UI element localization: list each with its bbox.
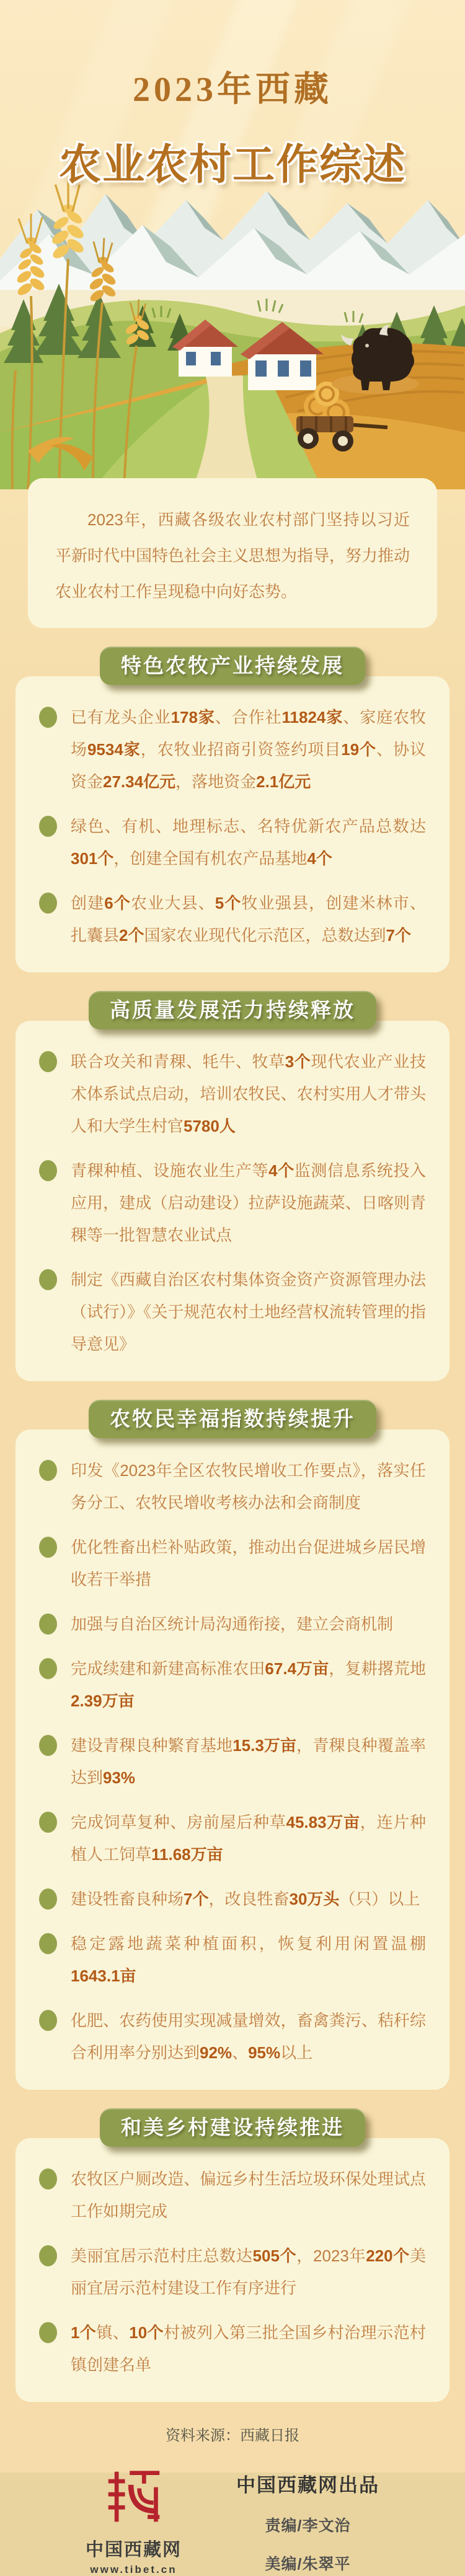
bullet-item: [39, 2240, 426, 2304]
section-title-pill: 特色农牧产业持续发展: [100, 647, 365, 685]
sections-container: [0, 647, 465, 2402]
section-header-row: [0, 647, 465, 676]
tibet-logo-icon: [104, 2467, 163, 2526]
bullet-text: 联合攻关和青稞、牦牛、牧草3个现代农业产业技术体系试点启动，培训农牧民、农村实用人才带头人和大学生村官5780人: [71, 1052, 426, 1135]
section-title-pill: 农牧民幸福指数持续提升: [89, 1400, 376, 1438]
bullet-text: 完成饲草复种、房前屋后种草45.83万亩，连片种植人工饲草11.68万亩: [71, 1813, 426, 1864]
section-title-pill: 和美乡村建设持续推进: [100, 2108, 365, 2147]
bullet-dot-icon: [39, 1460, 57, 1481]
tibet-logo-url: www.tibet.cn: [90, 2564, 177, 2575]
bullet-item: [39, 1653, 426, 1717]
bullet-dot-icon: [39, 1888, 57, 1910]
bullet-item: [39, 1883, 426, 1915]
bullet-item: [39, 701, 426, 798]
bullet-dot-icon: [39, 893, 57, 914]
bullet-text: 稳定露地蔬菜种植面积，恢复利用闲置温棚1643.1亩: [71, 1934, 426, 1985]
bullet-dot-icon: [39, 2245, 57, 2266]
section-1: [0, 991, 465, 1381]
bullet-dot-icon: [39, 707, 57, 728]
bullet-text: 青稞种植、设施农业生产等4个监测信息系统投入应用，建成（启动建设）拉萨设施蔬菜、日喀则青稞等一批智慧农业试点: [71, 1161, 426, 1244]
source-line: 资料来源：西藏日报: [166, 2427, 299, 2444]
bullet-item: [39, 1454, 426, 1519]
bullet-text: 优化牲畜出栏补贴政策，推动出台促进城乡居民增收若干举措: [71, 1538, 426, 1589]
section-header-row: [0, 1400, 465, 1430]
bullet-dot-icon: [39, 1537, 57, 1558]
bullet-dot-icon: [39, 2322, 57, 2343]
bullet-text: 1个镇、10个村被列入第三批全国乡村治理示范村镇创建名单: [71, 2323, 426, 2374]
bullet-dot-icon: [39, 816, 57, 837]
bullet-dot-icon: [39, 1269, 57, 1290]
bullet-dot-icon: [39, 2010, 57, 2031]
bullet-item: [39, 1928, 426, 1992]
tibet-logo-block: [86, 2467, 182, 2576]
section-card: [16, 2138, 450, 2402]
bullet-item: [39, 2316, 426, 2381]
tibet-logo-name: 中国西藏网: [85, 2540, 182, 2560]
bullet-item: [39, 810, 426, 875]
section-3: [0, 2108, 465, 2402]
editor-credit: 责编/李文治: [265, 2517, 351, 2535]
credits-block: [236, 2469, 379, 2574]
intro-card: [28, 478, 437, 628]
section-card: [16, 1021, 450, 1381]
bullet-text: 已有龙头企业178家、合作社11824家、家庭农牧场9534家，农牧业招商引资签约项目19个、协议资金27.34亿元，落地资金2.1亿元: [71, 708, 426, 791]
designer-credit: 美编/朱翠平: [265, 2555, 351, 2573]
produced-by: 中国西藏网出品: [236, 2474, 379, 2496]
bullet-dot-icon: [39, 1613, 57, 1635]
section-card: [16, 676, 450, 972]
bullet-text: 建设牲畜良种场7个，改良牲畜30万头（只）以上: [71, 1890, 420, 1908]
bullet-item: [39, 1806, 426, 1871]
bullet-dot-icon: [39, 1812, 57, 1833]
header-illustration: [0, 166, 465, 489]
bullet-item: [39, 1531, 426, 1596]
section-title-pill: 高质量发展活力持续释放: [89, 991, 376, 1029]
bullet-dot-icon: [39, 2168, 57, 2190]
section-2: [0, 1400, 465, 2090]
bullet-text: 加强与自治区统计局沟通衔接，建立会商机制: [71, 1615, 394, 1633]
bullet-text: 美丽宜居示范村庄总数达505个，2023年220个美丽宜居示范村建设工作有序进行: [71, 2246, 426, 2297]
bullet-item: [39, 1608, 426, 1640]
bullet-text: 化肥、农药使用实现减量增效，畜禽粪污、秸秆综合利用率分别达到92%、95%以上: [71, 2011, 426, 2062]
bullet-dot-icon: [39, 1658, 57, 1679]
bullet-text: 创建6个农业大县、5个牧业强县，创建米林市、扎囊县2个国家农业现代化示范区，总数达到7个: [71, 894, 426, 945]
bullet-item: [39, 1264, 426, 1360]
section-card: [16, 1430, 450, 2090]
intro-paragraph: 2023年，西藏各级农业农村部门坚持以习近平新时代中国特色社会主义思想为指导，努力推动农业农村工作呈现稳中向好态势。: [55, 510, 410, 601]
bullet-text: 绿色、有机、地理标志、名特优新农产品总数达301个，创建全国有机农产品基地4个: [71, 817, 426, 868]
section-header-row: [0, 991, 465, 1021]
bullet-item: [39, 1046, 426, 1142]
poster-title-line1: 2023年西藏: [133, 71, 332, 109]
header: [0, 0, 465, 489]
bullet-item: [39, 2004, 426, 2069]
bullet-dot-icon: [39, 1933, 57, 1954]
bullet-item: [39, 1155, 426, 1251]
poster-title-line2: 农业农村工作综述: [58, 141, 406, 188]
bullet-dot-icon: [39, 1735, 57, 1756]
section-0: [0, 647, 465, 972]
bullet-text: 完成续建和新建高标准农田67.4万亩，复耕撂荒地2.39万亩: [71, 1659, 426, 1710]
bullet-text: 建设青稞良种繁育基地15.3万亩，青稞良种覆盖率达到93%: [71, 1736, 426, 1787]
section-header-row: [0, 2108, 465, 2138]
footer: [0, 2467, 465, 2576]
bullet-dot-icon: [39, 1051, 57, 1072]
bullet-item: [39, 887, 426, 951]
bullet-dot-icon: [39, 1160, 57, 1181]
bullet-text: 印发《2023年全区农牧民增收工作要点》，落实任务分工、农牧民增收考核办法和会商制度: [71, 1461, 426, 1512]
bullet-item: [39, 1729, 426, 1794]
bullet-text: 农牧区户厕改造、偏远乡村生活垃圾环保处理试点工作如期完成: [71, 2170, 426, 2220]
bullet-text: 制定《西藏自治区农村集体资金资产资源管理办法（试行）》《关于规范农村土地经营权流转管理的指导意见》: [71, 1270, 426, 1353]
bullet-item: [39, 2163, 426, 2227]
